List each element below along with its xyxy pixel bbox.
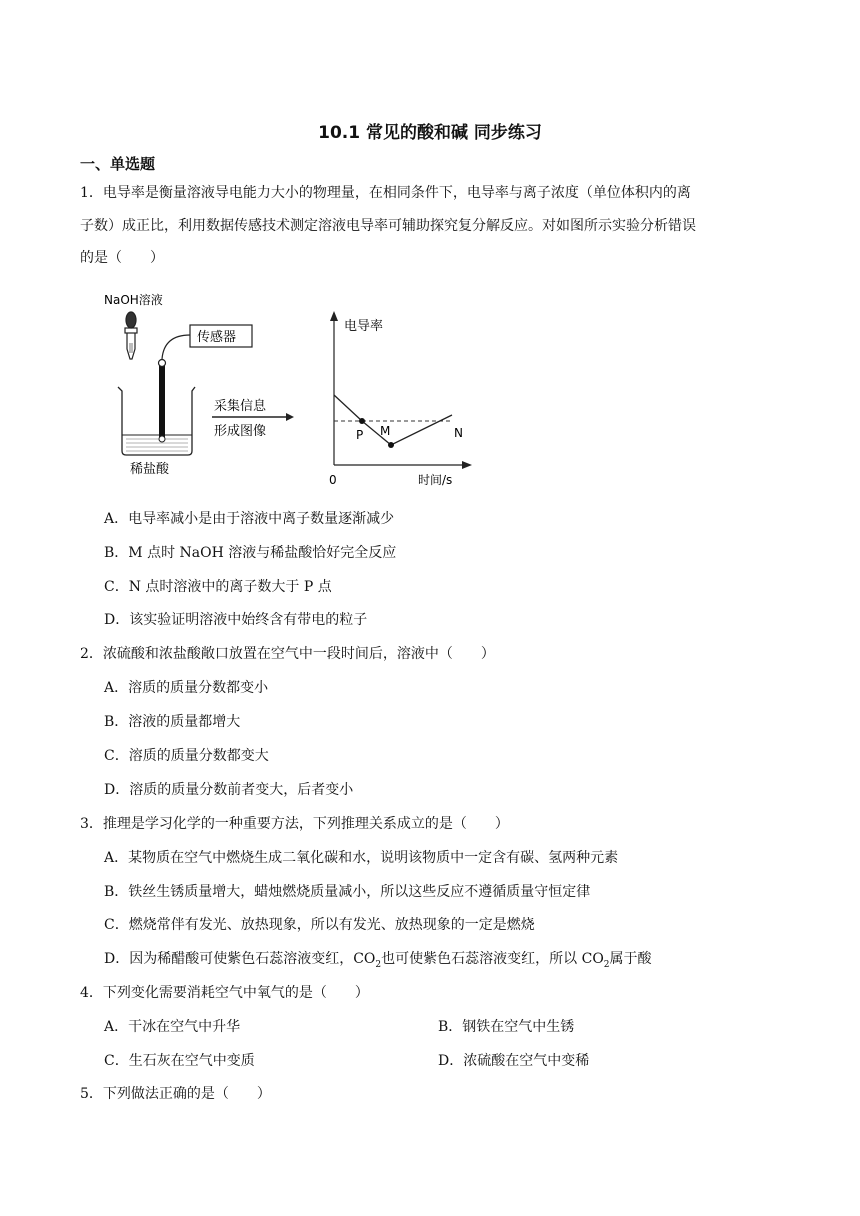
sensor-label: 传感器	[197, 330, 237, 345]
sensor-probe-icon	[159, 335, 191, 442]
q3-option-a: A．某物质在空气中燃烧生成二氧化碳和水，说明该物质中一定含有碳、氢两种元素	[104, 850, 619, 866]
arrow-label-top: 采集信息	[214, 399, 267, 414]
point-n-label: N	[454, 426, 463, 440]
q3-stem: 3．推理是学习化学的一种重要方法，下列推理关系成立的是（ ）	[80, 816, 509, 832]
point-p-label: P	[356, 428, 364, 442]
q4-option-b: B．钢铁在空气中生锈	[438, 1019, 575, 1035]
point-p	[359, 418, 365, 424]
y-axis-label: 电导率	[344, 319, 384, 334]
beaker-icon	[118, 387, 195, 455]
q2-option-c: C．溶质的质量分数都变大	[104, 748, 269, 764]
q3-option-c: C．燃烧常伴有发光、放热现象，所以有发光、放热现象的一定是燃烧	[104, 917, 535, 933]
q1-option-a: A．电导率减小是由于溶液中离子数量逐渐减少	[104, 511, 395, 527]
point-m-label: M	[380, 424, 391, 438]
q4-option-a: A．干冰在空气中升华	[104, 1019, 241, 1035]
q2-option-d: D．溶质的质量分数前者变大，后者变小	[104, 782, 354, 798]
acid-label: 稀盐酸	[130, 462, 170, 477]
q4-option-c: C．生石灰在空气中变质	[104, 1053, 255, 1069]
q3-option-d-part3: 属于酸	[609, 951, 652, 967]
subscript-2: 2	[375, 959, 382, 970]
graph-axes	[330, 311, 472, 469]
q1-option-d: D．该实验证明溶液中始终含有带电的粒子	[104, 612, 368, 628]
q1-stem-line2: 子数）成正比，利用数据传感技术测定溶液电导率可辅助探究复分解反应。对如图所示实验分析错误	[80, 218, 696, 234]
point-m	[388, 442, 394, 448]
q1-option-c: C．N 点时溶液中的离子数大于 P 点	[104, 579, 332, 595]
q4-option-d: D．浓硫酸在空气中变稀	[438, 1053, 590, 1069]
q3-option-d	[104, 949, 652, 975]
q2-option-a: A．溶质的质量分数都变小	[104, 680, 269, 696]
q3-option-b: B．铁丝生锈质量增大，蜡烛燃烧质量减小，所以这些反应不遵循质量守恒定律	[104, 884, 591, 900]
naoh-label: NaOH溶液	[104, 293, 163, 307]
q3-option-d-part1: D．因为稀醋酸可使紫色石蕊溶液变红，CO	[104, 951, 376, 967]
q4-stem: 4．下列变化需要消耗空气中氧气的是（ ）	[80, 985, 369, 1001]
q1-stem-line3: 的是（ ）	[80, 250, 164, 266]
section-heading: 一、单选题	[80, 155, 156, 173]
q1-option-b: B．M 点时 NaOH 溶液与稀盐酸恰好完全反应	[104, 545, 397, 561]
arrow-label-bottom: 形成图像	[214, 424, 267, 439]
page-title: 10.1 常见的酸和碱 同步练习	[318, 123, 542, 143]
subscript-2: 2	[603, 959, 610, 970]
dropper-icon	[125, 312, 137, 359]
x-axis-label: 时间/s	[418, 473, 453, 487]
right-arrow-icon	[212, 413, 294, 421]
q2-option-b: B．溶液的质量都增大	[104, 714, 241, 730]
experiment-figure	[100, 283, 480, 493]
origin-label: 0	[329, 473, 337, 487]
conductivity-curve	[334, 395, 452, 445]
q1-stem-line1: 1．电导率是衡量溶液导电能力大小的物理量，在相同条件下，电导率与离子浓度（单位体积内的离	[80, 185, 691, 201]
q5-stem: 5．下列做法正确的是（ ）	[80, 1086, 271, 1102]
q2-stem: 2．浓硫酸和浓盐酸敞口放置在空气中一段时间后，溶液中（ ）	[80, 646, 495, 662]
q3-option-d-part2: 也可使紫色石蕊溶液变红，所以 CO	[381, 951, 604, 967]
